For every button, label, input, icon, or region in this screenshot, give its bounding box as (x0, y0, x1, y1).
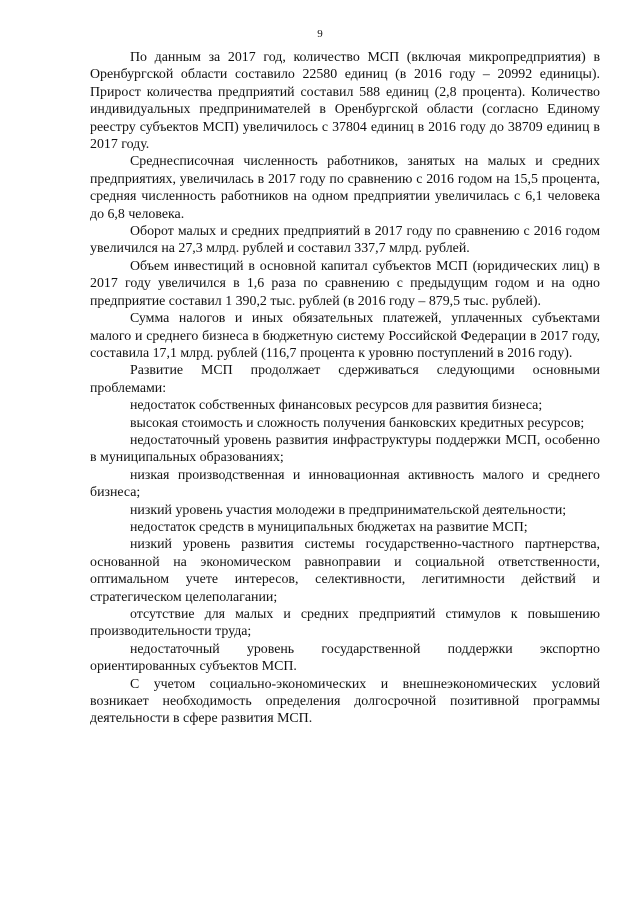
problem-item: недостаток средств в муниципальных бюджетах на развитие МСП; (130, 519, 528, 535)
paragraph-smb-count: По данным за 2017 год, количество МСП (включая микропредприятия) в Оренбургской области составило 22580 единиц (в 2016 году – 20992 единицы). Прирост количества предприятий составил 588 единиц (2,8 процента). Количество индивидуальных предпринимателей в Оренбургской области (согласно Единому реестру субъектов МСП) увеличилось с 37804 единиц в 2016 году до 38709 единиц в 2017 году. (90, 50, 600, 153)
document-body (90, 49, 600, 728)
problem-item: низкая производственная и инновационная активность малого и среднего бизнеса; (90, 467, 600, 501)
problem-item: недостаточный уровень развития инфраструктуры поддержки МСП, особенно в муниципальных образованиях; (90, 432, 600, 466)
paragraph-problems-intro: Развитие МСП продолжает сдерживаться следующими основными проблемами: (90, 363, 600, 396)
problem-item: высокая стоимость и сложность получения банковских кредитных ресурсов; (130, 415, 585, 431)
problem-item: недостаточный уровень государственной поддержки экспортно ориентированных субъектов МСП. (90, 641, 600, 675)
paragraph-investments: Объем инвестиций в основной капитал субъектов МСП (юридических лиц) в 2017 году увеличился в 1,6 раза по сравнению с предыдущим годом и на одно предприятие составил 1 390,2 тыс. рублей (в 2016 году – 879,5 тыс. рублей). (90, 258, 600, 309)
problem-item: отсутствие для малых и средних предприятий стимулов к повышению производительности труда; (90, 607, 600, 640)
paragraph-conclusion: С учетом социально-экономических и внешнеэкономических условий возникает необходимость определения долгосрочной позитивной программы деятельности в сфере развития МСП. (90, 676, 600, 727)
paragraph-taxes: Сумма налогов и иных обязательных платежей, уплаченных субъектами малого и среднего бизнеса в бюджетную систему Российской Федерации в 2017 году, составила 17,1 млрд. рублей (116,7 процента к уровню поступлений в 2016 году). (90, 311, 600, 361)
problem-item: низкий уровень развития системы государственно-частного партнерства, основанной на экономическом равноправии и социальной ответственности, оптимальном учете интересов, селективности, легитимности действий и стратегическом целеполагании; (90, 537, 600, 605)
problem-item: недостаток собственных финансовых ресурсов для развития бизнеса; (130, 398, 543, 414)
problem-item: низкий уровень участия молодежи в предпринимательской деятельности; (130, 502, 567, 518)
paragraph-turnover: Оборот малых и средних предприятий в 2017 году по сравнению с 2016 годом увеличился на 27,3 млрд. рублей и составил 337,7 млрд. рублей. (90, 224, 600, 257)
paragraph-employees: Среднесписочная численность работников, занятых на малых и средних предприятиях, увеличилась в 2017 году по сравнению с 2016 годом на 15,5 процента, средняя численность работников на одном предприятии увеличилась с 6,1 человека до 6,8 человека. (90, 154, 600, 222)
page-number: 9 (317, 28, 323, 40)
